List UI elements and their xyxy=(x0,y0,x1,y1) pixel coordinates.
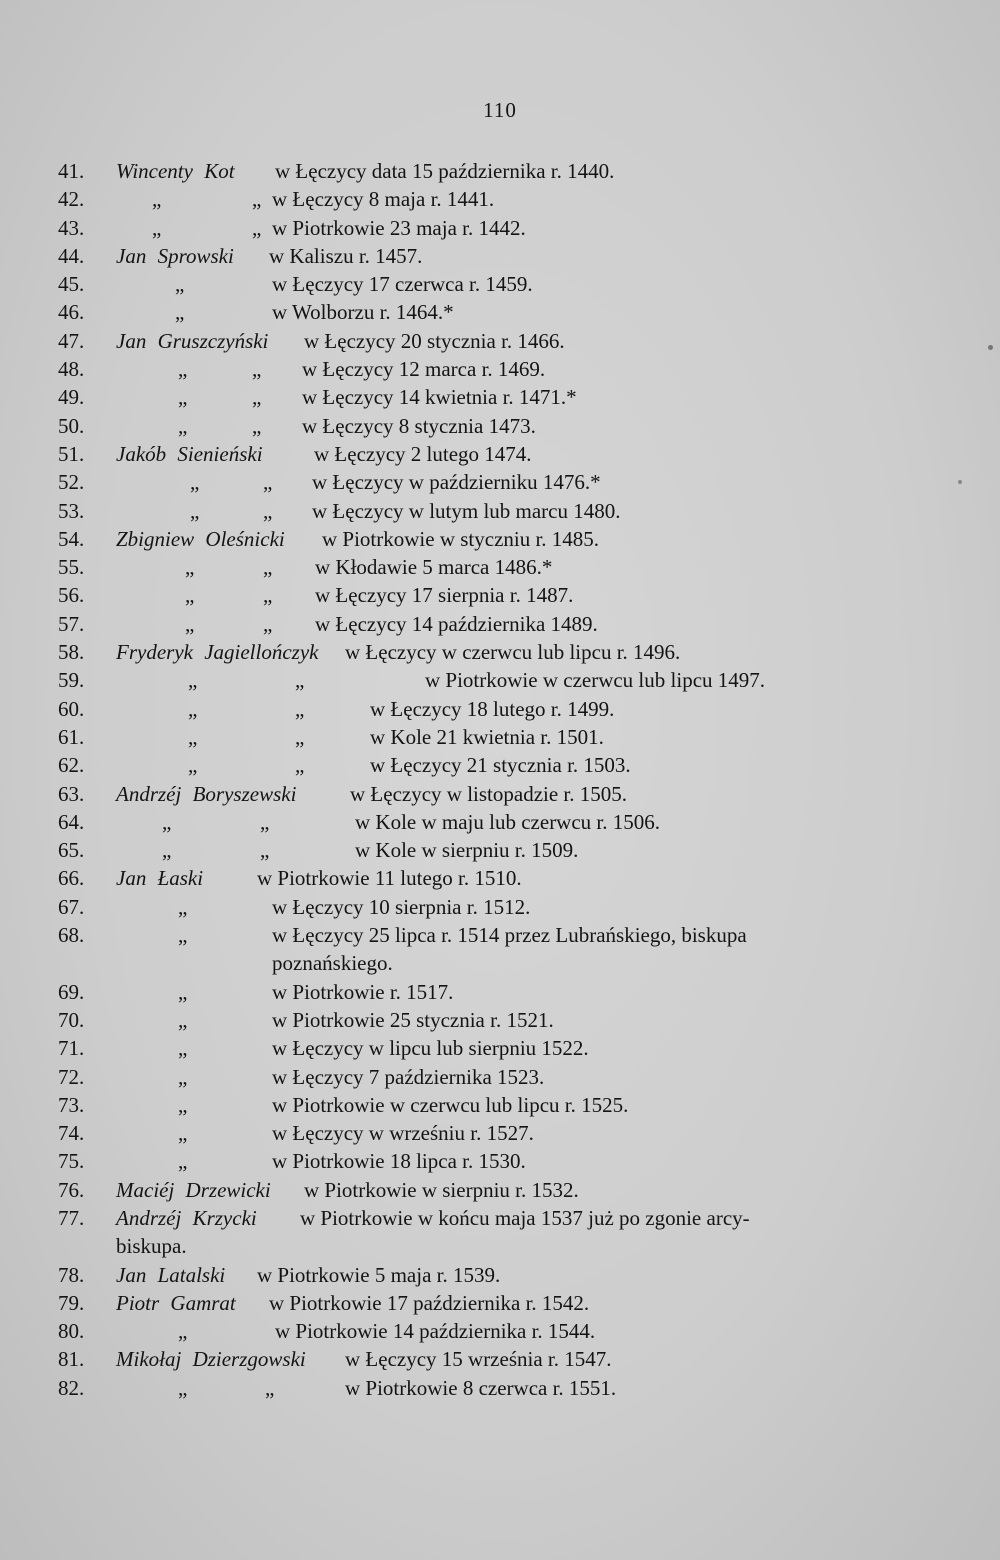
ditto-mark: „ xyxy=(178,1319,188,1344)
entry-row xyxy=(0,525,1000,553)
entry-row xyxy=(0,921,1000,978)
ditto-mark: „ xyxy=(178,1064,188,1089)
entry-row xyxy=(0,780,1000,808)
entry-row xyxy=(0,1289,1000,1317)
entry-row xyxy=(0,1374,1000,1402)
entry-number: 57. xyxy=(58,611,85,636)
ditto-mark: „ xyxy=(295,696,305,721)
entry-number: 52. xyxy=(58,470,85,495)
entry-text: w Łęczycy 14 kwietnia r. 1471.* xyxy=(302,385,577,410)
entry-number: 54. xyxy=(58,526,85,551)
entry-number: 78. xyxy=(58,1262,85,1287)
entry-number: 76. xyxy=(58,1177,85,1202)
entry-number: 61. xyxy=(58,724,85,749)
entry-text-continuation: biskupa. xyxy=(116,1234,187,1259)
entry-row xyxy=(0,1147,1000,1175)
entry-text: w Łęczycy w wrześniu r. 1527. xyxy=(272,1121,534,1146)
entry-text: w Kole w maju lub czerwcu r. 1506. xyxy=(355,809,661,834)
ditto-mark: „ xyxy=(263,470,273,495)
entry-text: w Łęczycy w listopadzie r. 1505. xyxy=(350,781,627,806)
entry-number: 72. xyxy=(58,1064,85,1089)
ditto-mark: „ xyxy=(263,555,273,580)
entry-row xyxy=(0,157,1000,185)
ditto-mark: „ xyxy=(295,668,305,693)
entry-text: w Piotrkowie w sierpniu r. 1532. xyxy=(304,1177,579,1202)
entry-number: 69. xyxy=(58,979,85,1004)
ditto-mark: „ xyxy=(178,1149,188,1174)
entry-number: 67. xyxy=(58,894,85,919)
bishop-name: Jan Sprowski xyxy=(116,243,234,268)
ditto-mark: „ xyxy=(263,498,273,523)
bishop-name: Andrzéj Krzycki xyxy=(116,1205,257,1230)
entry-number: 77. xyxy=(58,1205,85,1230)
ditto-mark: „ xyxy=(178,1375,188,1400)
entry-row xyxy=(0,666,1000,694)
entry-number: 46. xyxy=(58,300,85,325)
entry-row xyxy=(0,298,1000,326)
entry-text: w Piotrkowie w końcu maja 1537 już po zgonie arcy- xyxy=(300,1205,750,1230)
entry-row xyxy=(0,695,1000,723)
bishop-name: Fryderyk Jagiellończyk xyxy=(116,640,319,665)
entry-row xyxy=(0,808,1000,836)
ditto-mark: „ xyxy=(188,753,198,778)
ditto-mark: „ xyxy=(178,923,188,948)
ditto-mark: „ xyxy=(260,809,270,834)
entry-text: w Piotrkowie 11 lutego r. 1510. xyxy=(257,866,522,891)
entry-number: 45. xyxy=(58,272,85,297)
entry-number: 62. xyxy=(58,753,85,778)
entry-number: 53. xyxy=(58,498,85,523)
entry-text: w Łęczycy 7 października 1523. xyxy=(272,1064,545,1089)
entry-row xyxy=(0,751,1000,779)
entry-row xyxy=(0,214,1000,242)
ditto-mark: „ xyxy=(178,894,188,919)
entry-text-continuation: poznańskiego. xyxy=(272,951,393,976)
ditto-mark: „ xyxy=(162,809,172,834)
entry-row xyxy=(0,327,1000,355)
entry-row xyxy=(0,1119,1000,1147)
entry-row xyxy=(0,864,1000,892)
entry-text: w Piotrkowie 25 stycznia r. 1521. xyxy=(272,1007,554,1032)
entry-number: 43. xyxy=(58,215,85,240)
entry-number: 44. xyxy=(58,243,85,268)
entry-text: w Łęczycy w lipcu lub sierpniu 1522. xyxy=(272,1036,589,1061)
ditto-mark: „ xyxy=(152,215,162,240)
ditto-mark: „ xyxy=(295,724,305,749)
entry-row xyxy=(0,610,1000,638)
entry-row xyxy=(0,497,1000,525)
entry-row xyxy=(0,412,1000,440)
ditto-mark: „ xyxy=(190,470,200,495)
ditto-mark: „ xyxy=(263,611,273,636)
ditto-mark: „ xyxy=(178,357,188,382)
ditto-mark: „ xyxy=(178,1036,188,1061)
ditto-mark: „ xyxy=(152,187,162,212)
entry-number: 56. xyxy=(58,583,85,608)
ditto-mark: „ xyxy=(265,1375,275,1400)
entry-text: w Łęczycy 14 października 1489. xyxy=(315,611,598,636)
ditto-mark: „ xyxy=(188,696,198,721)
entry-row xyxy=(0,1063,1000,1091)
ditto-mark: „ xyxy=(252,357,262,382)
entry-text: w Łęczycy 25 lipca r. 1514 przez Lubrańskiego, biskupa xyxy=(272,923,747,948)
entry-number: 70. xyxy=(58,1007,85,1032)
entry-row xyxy=(0,723,1000,751)
entry-row xyxy=(0,1006,1000,1034)
bishop-name: Jan Łaski xyxy=(116,866,204,891)
entry-text: w Łęczycy data 15 października r. 1440. xyxy=(275,159,615,183)
entry-text: w Piotrkowie 17 października r. 1542. xyxy=(269,1290,590,1315)
entry-text: w Łęczycy w lutym lub marcu 1480. xyxy=(312,498,621,523)
entry-text: w Łęczycy 20 stycznia r. 1466. xyxy=(304,328,565,353)
entry-text: w Łęczycy 8 stycznia 1473. xyxy=(302,413,536,438)
entry-row xyxy=(0,1091,1000,1119)
entry-text: w Piotrkowie w czerwcu lub lipcu r. 1525. xyxy=(272,1092,629,1117)
entry-number: 73. xyxy=(58,1092,85,1117)
ditto-mark: „ xyxy=(263,583,273,608)
entry-number: 49. xyxy=(58,385,85,410)
ditto-mark: „ xyxy=(188,668,198,693)
entry-row xyxy=(0,468,1000,496)
entry-text: w Wolborzu r. 1464.* xyxy=(272,300,454,325)
entry-number: 47. xyxy=(58,328,85,353)
entry-number: 64. xyxy=(58,809,85,834)
entry-number: 50. xyxy=(58,413,85,438)
entry-text: w Piotrkowie w styczniu r. 1485. xyxy=(322,526,600,551)
entry-text: w Łęczycy 2 lutego 1474. xyxy=(314,441,532,466)
entry-text: w Łęczycy 17 czerwca r. 1459. xyxy=(272,272,533,297)
entry-text: w Kole 21 kwietnia r. 1501. xyxy=(370,724,604,749)
entry-text: w Łęczycy 15 września r. 1547. xyxy=(345,1347,612,1372)
entry-number: 58. xyxy=(58,640,85,665)
entry-text: w Piotrkowie 14 października r. 1544. xyxy=(275,1319,596,1344)
entry-number: 48. xyxy=(58,357,85,382)
ditto-mark: „ xyxy=(252,187,262,212)
entry-text: w Łęczycy 8 maja r. 1441. xyxy=(272,187,495,212)
entry-text: w Piotrkowie 5 maja r. 1539. xyxy=(257,1262,501,1287)
entry-row xyxy=(0,1345,1000,1373)
ditto-mark: „ xyxy=(178,413,188,438)
ditto-mark: „ xyxy=(178,1092,188,1117)
entry-text: w Łęczycy 12 marca r. 1469. xyxy=(302,357,546,382)
entry-row xyxy=(0,581,1000,609)
ditto-mark: „ xyxy=(185,583,195,608)
entry-number: 74. xyxy=(58,1121,85,1146)
paper-speck xyxy=(988,345,993,350)
bishop-name: Mikołaj Dzierzgowski xyxy=(116,1347,306,1372)
entry-row xyxy=(0,978,1000,1006)
ditto-mark: „ xyxy=(252,385,262,410)
entry-list xyxy=(0,157,1000,1402)
ditto-mark: „ xyxy=(252,413,262,438)
entry-text: w Piotrkowie r. 1517. xyxy=(272,979,454,1004)
bishop-name: Jakób Sienieński xyxy=(116,441,263,466)
bishop-name: Zbigniew Oleśnicki xyxy=(116,526,285,551)
entry-number: 42. xyxy=(58,187,85,212)
entry-number: 81. xyxy=(58,1347,85,1372)
entry-number: 41. xyxy=(58,159,85,183)
entry-row xyxy=(0,383,1000,411)
bishop-name: Piotr Gamrat xyxy=(116,1290,236,1315)
ditto-mark: „ xyxy=(175,272,185,297)
entry-row xyxy=(0,893,1000,921)
ditto-mark: „ xyxy=(185,611,195,636)
entry-row xyxy=(0,355,1000,383)
entry-text: w Kaliszu r. 1457. xyxy=(269,243,423,268)
ditto-mark: „ xyxy=(190,498,200,523)
entry-text: w Łęczycy w październiku 1476.* xyxy=(312,470,601,495)
entry-number: 63. xyxy=(58,781,85,806)
entry-row xyxy=(0,836,1000,864)
page-number: 110 xyxy=(483,98,517,122)
entry-text: w Łęczycy 18 lutego r. 1499. xyxy=(370,696,615,721)
bishop-name: Maciéj Drzewicki xyxy=(116,1177,271,1202)
entry-text: w Łęczycy 10 sierpnia r. 1512. xyxy=(272,894,531,919)
entry-row xyxy=(0,242,1000,270)
entry-number: 65. xyxy=(58,838,85,863)
entry-number: 60. xyxy=(58,696,85,721)
ditto-mark: „ xyxy=(185,555,195,580)
ditto-mark: „ xyxy=(295,753,305,778)
entry-row xyxy=(0,440,1000,468)
entry-row xyxy=(0,1204,1000,1261)
entry-number: 75. xyxy=(58,1149,85,1174)
entry-row xyxy=(0,1261,1000,1289)
ditto-mark: „ xyxy=(175,300,185,325)
bishop-name: Wincenty Kot xyxy=(116,159,235,183)
bishop-name: Andrzéj Boryszewski xyxy=(116,781,297,806)
entry-row xyxy=(0,185,1000,213)
entry-row xyxy=(0,270,1000,298)
entry-row xyxy=(0,638,1000,666)
entry-row xyxy=(0,1317,1000,1345)
ditto-mark: „ xyxy=(178,979,188,1004)
ditto-mark: „ xyxy=(188,724,198,749)
entry-text: w Piotrkowie 8 czerwca r. 1551. xyxy=(345,1375,617,1400)
paper-speck xyxy=(958,480,962,484)
entry-row xyxy=(0,1176,1000,1204)
entry-text: w Łęczycy w czerwcu lub lipcu r. 1496. xyxy=(345,640,681,665)
entry-number: 66. xyxy=(58,866,85,891)
bishop-name: Jan Latalski xyxy=(116,1262,226,1287)
entry-row xyxy=(0,1034,1000,1062)
ditto-mark: „ xyxy=(260,838,270,863)
ditto-mark: „ xyxy=(252,215,262,240)
entry-text: w Piotrkowie 23 maja r. 1442. xyxy=(272,215,526,240)
ditto-mark: „ xyxy=(178,1121,188,1146)
ditto-mark: „ xyxy=(178,385,188,410)
entry-number: 68. xyxy=(58,923,85,948)
entry-text: w Łęczycy 17 sierpnia r. 1487. xyxy=(315,583,574,608)
entry-text: w Kole w sierpniu r. 1509. xyxy=(355,838,579,863)
entry-row xyxy=(0,553,1000,581)
entry-number: 80. xyxy=(58,1319,85,1344)
entry-text: w Łęczycy 21 stycznia r. 1503. xyxy=(370,753,631,778)
entry-number: 51. xyxy=(58,441,85,466)
entry-text: w Piotrkowie w czerwcu lub lipcu 1497. xyxy=(425,668,766,693)
entry-text: w Piotrkowie 18 lipca r. 1530. xyxy=(272,1149,526,1174)
entry-number: 55. xyxy=(58,555,85,580)
entry-number: 59. xyxy=(58,668,85,693)
entry-number: 82. xyxy=(58,1375,85,1400)
ditto-mark: „ xyxy=(162,838,172,863)
entry-text: w Kłodawie 5 marca 1486.* xyxy=(315,555,553,580)
entry-number: 71. xyxy=(58,1036,85,1061)
ditto-mark: „ xyxy=(178,1007,188,1032)
bishop-name: Jan Gruszczyński xyxy=(116,328,269,353)
entry-number: 79. xyxy=(58,1290,85,1315)
